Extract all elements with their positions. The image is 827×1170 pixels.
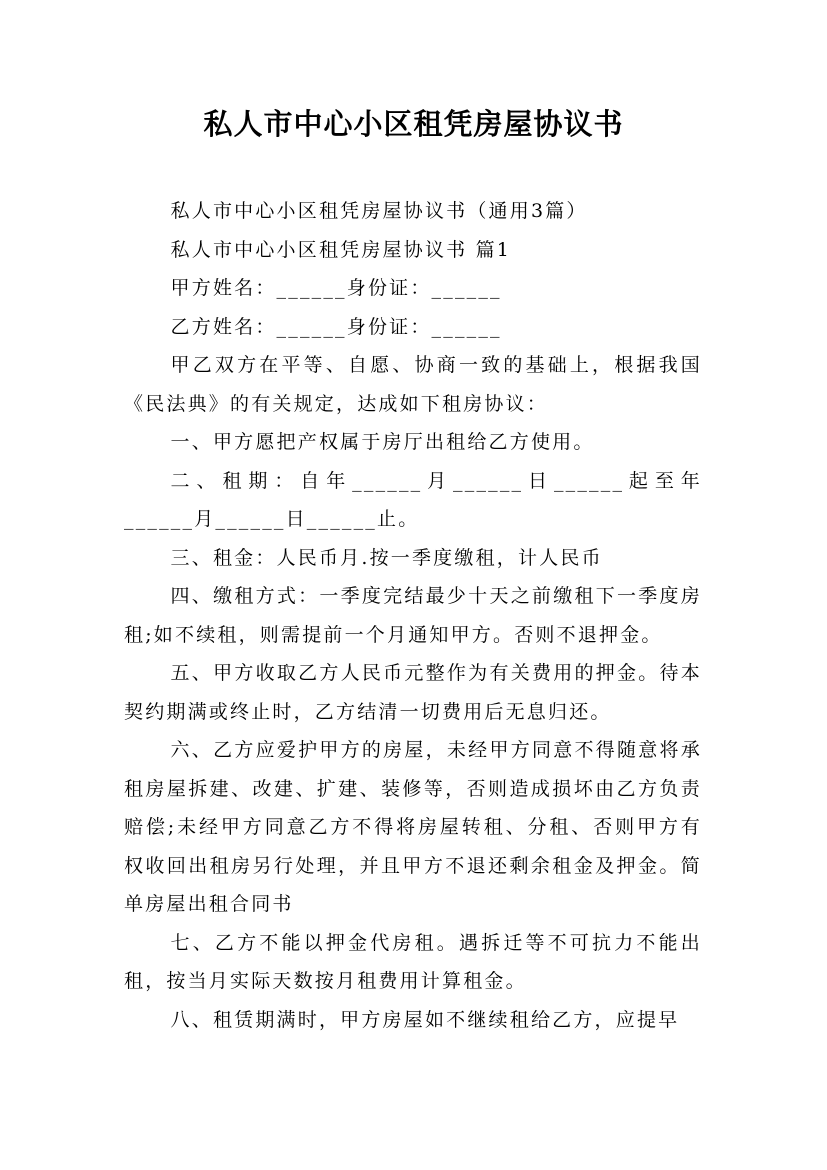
document-body	[124, 192, 702, 1039]
paragraph-clause-5: 五、甲方收取乙方人民币元整作为有关费用的押金。待本契约期满或终止时，乙方结清一切费用后无息归还。	[124, 662, 702, 723]
paragraph-clause-6: 六、乙方应爱护甲方的房屋，未经甲方同意不得随意将承租房屋拆建、改建、扩建、装修等，否则造成损坏由乙方负责赔偿;未经甲方同意乙方不得将房屋转租、分租、否则甲方有权收回出租房另行处理，并且甲方不退还剩余租金及押金。简单房屋出租合同书	[124, 739, 702, 915]
paragraph-subtitle: 私人市中心小区租凭房屋协议书（通用3篇）	[170, 200, 588, 222]
paragraph-clause-2: 二、租期：自年______月______日______起至年______月______日______止。	[124, 469, 702, 530]
paragraph-party-a: 甲方姓名：______身份证：______	[170, 277, 502, 299]
paragraph-clause-1: 一、甲方愿把产权属于房厅出租给乙方使用。	[170, 431, 595, 453]
paragraph-clause-4: 四、缴租方式：一季度完结最少十天之前缴租下一季度房租;如不续租，则需提前一个月通知甲方。否则不退押金。	[124, 585, 702, 646]
paragraph-clause-7: 七、乙方不能以押金代房租。遇拆迁等不可抗力不能出租，按当月实际天数按月租费用计算租金。	[124, 931, 702, 992]
paragraph-preamble: 甲乙双方在平等、自愿、协商一致的基础上，根据我国《民法典》的有关规定，达成如下租房协议：	[124, 354, 702, 415]
document-title: 私人市中心小区租凭房屋协议书	[203, 107, 624, 141]
paragraph-clause-3: 三、租金：人民币月.按一季度缴租，计人民币	[170, 546, 603, 569]
paragraph-party-b: 乙方姓名：______身份证：______	[170, 315, 502, 338]
paragraph-section-heading: 私人市中心小区租凭房屋协议书 篇1	[170, 238, 512, 261]
paragraph-clause-8: 八、租赁期满时，甲方房屋如不继续租给乙方，应提早	[170, 1008, 680, 1031]
